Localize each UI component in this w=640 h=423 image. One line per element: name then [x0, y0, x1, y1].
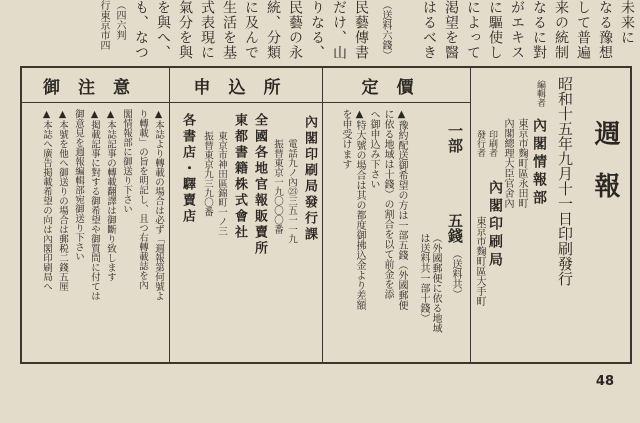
article-line: を與へ、	[155, 0, 171, 60]
price-amount-note: （送料共）	[450, 249, 461, 299]
order-bookstores: 各書店・驛賣店	[180, 113, 195, 225]
overseas-note: は送料共一部十錢）	[418, 233, 429, 323]
order-agent-address: 東京市神田區錦町一ノ三	[216, 131, 227, 236]
editor-name: 內閣情報部	[531, 118, 547, 208]
article-line: 未来に	[619, 0, 635, 45]
article-line: なる豫想	[597, 0, 613, 60]
notice-heading: 御注意	[22, 68, 169, 103]
article-line: りなる、	[309, 0, 325, 60]
orders-body	[170, 103, 322, 362]
article-price-note: （送料六錢）	[380, 0, 391, 60]
price-unit: 一部	[446, 123, 464, 153]
publisher-role: 發行者	[475, 130, 485, 157]
subscription-note: ▲豫約配送御希望の方は一部五錢（外國郵便	[396, 109, 407, 310]
article-line: 渇望を醫	[443, 0, 459, 60]
notice-section	[22, 68, 169, 362]
notice-item: 御意見を週報編輯部宛御送り下さい	[73, 109, 84, 261]
notice-item: ▲本誌記事の轉載翻譯は御斷り致します	[105, 109, 116, 282]
price-body	[323, 103, 470, 362]
editor-address: 東京市麴町區永田町	[516, 118, 527, 208]
publisher-section	[470, 68, 630, 362]
article-line: によって	[465, 0, 481, 60]
article-line: 来の統制	[553, 0, 569, 60]
order-agent: 全國各地官報販賣所	[252, 113, 267, 257]
orders-section	[169, 68, 322, 362]
printer-name: 內閣印刷局	[487, 180, 503, 270]
notice-item: 閣情報部に御送り下さい	[121, 109, 132, 214]
price-heading: 定價	[323, 68, 470, 103]
article-line: 式表現に	[199, 0, 215, 60]
overseas-note: （外國郵便に依る地域	[430, 233, 441, 333]
editor-address: 內閣總理大臣官舍內	[502, 118, 513, 208]
page-number: 48	[595, 374, 614, 389]
publication-date: 昭和十五年九月十一日印刷發行	[556, 76, 574, 286]
article-line: なるに對	[531, 0, 547, 60]
colophon-box	[20, 66, 632, 364]
magazine-title: 週報	[590, 120, 620, 224]
article-line: も、なつ	[133, 0, 149, 60]
notice-item: り轉載」の旨を明記し、且つ右轉載誌を內	[137, 109, 148, 290]
article-line: 統、分類	[265, 0, 281, 60]
order-agent-furikae: 振替東京九三九〇番	[202, 131, 213, 217]
article-line: に及んで	[243, 0, 259, 60]
article-line: 民藝傳書	[353, 0, 369, 60]
article-line: がエキス	[509, 0, 525, 60]
notice-item: ▲掲載記事に對する御希望や御質問に付ては	[89, 109, 100, 301]
subscription-note: へ御申込み下さい	[368, 109, 379, 189]
subscription-note: を申受けます	[340, 109, 351, 169]
article-line: に驅使し	[487, 0, 503, 60]
article-line: 行東京市四	[98, 0, 109, 50]
article-line: はるべき	[421, 0, 437, 60]
price-section	[322, 68, 470, 362]
editor-role: 編輯者	[535, 80, 545, 107]
order-office-tel: 電話九ノ內㉓三五一一九	[286, 139, 297, 244]
printer-address: 東京市麴町區大手町	[474, 216, 485, 306]
article-line: 氣分を與	[177, 0, 193, 60]
notice-item: ▲本號を他へ御送りの場合は郵税二錢五厘	[57, 109, 68, 291]
subscription-note: に依る地域は十錢）の割合を以て前金を添	[382, 109, 393, 299]
printer-role: 印刷者	[487, 130, 497, 157]
article-line: だけ、山	[331, 0, 347, 60]
article-line: （四六判	[114, 0, 125, 40]
notice-item: ▲本誌へ廣告掲載希望の向は內閣印刷局へ	[41, 109, 52, 291]
article-line: して普遍	[575, 0, 591, 60]
price-amount: 五錢	[446, 213, 464, 243]
subscription-note: ▲特大號の場合は其の都度御拂込金より差額	[354, 109, 365, 310]
article-line: 民藝の永	[287, 0, 303, 60]
orders-heading: 申込所	[170, 68, 322, 103]
notice-body	[22, 103, 169, 362]
order-agent: 東都書籍株式會社	[232, 113, 247, 241]
article-line: 生活を基	[221, 0, 237, 60]
notice-item: ▲本誌より轉載の場合は必ず「週報第何號よ	[153, 109, 164, 301]
top-article-text	[0, 0, 640, 60]
order-office: 內閣印刷局發行課	[302, 115, 317, 243]
order-office-furikae: 振替東京一九〇〇〇番	[272, 139, 283, 234]
